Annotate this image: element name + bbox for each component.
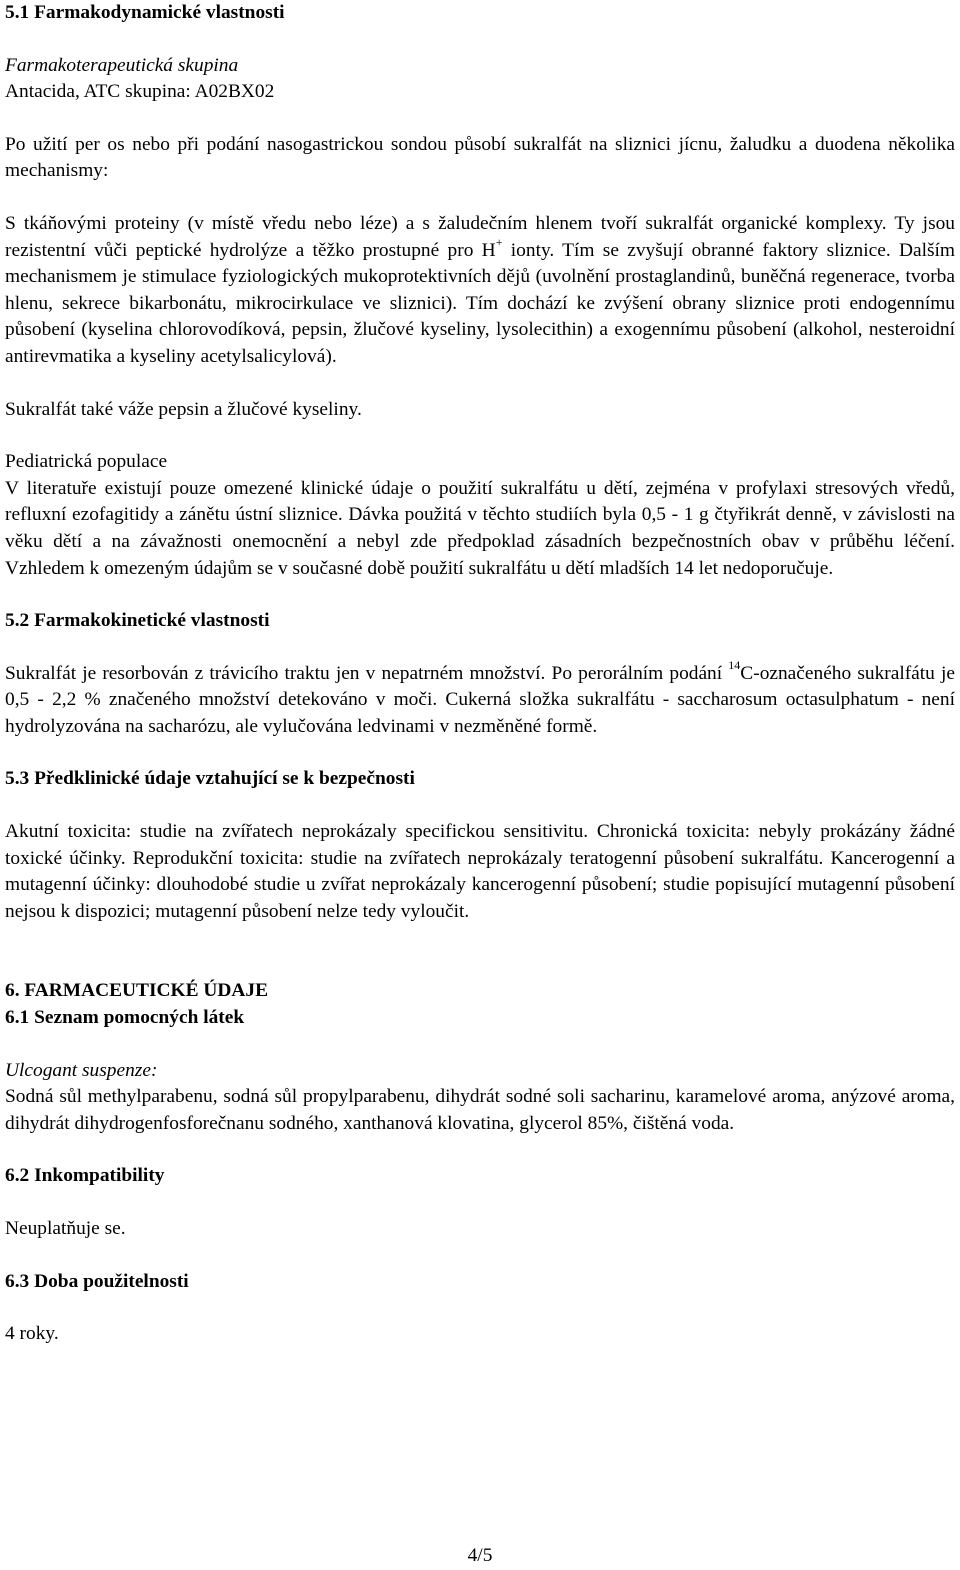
section-6-heading: 6. FARMACEUTICKÉ ÚDAJE bbox=[5, 980, 269, 1002]
section-5-1-heading: 5.1 Farmakodynamické vlastnosti bbox=[5, 2, 285, 23]
pharmacokinetics-text-part-1: Sukralfát je resorbován z trávicího traktu jen v nepatrném množství. Po perorálním podání bbox=[5, 662, 729, 684]
carbon-14-superscript: 14 bbox=[728, 658, 741, 673]
section-6-2-heading: 6.2 Inkompatibility bbox=[5, 1165, 165, 1187]
excipients-list-paragraph: Sodná sůl methylparabenu, sodná sůl propylparabenu, dihydrát sodné soli sacharinu, karamelové aroma, anýzové aroma, dihydrát dihydrogenfosforečnanu sodného, xanthanová klovatina, glycerol 85%, čištěná voda. bbox=[5, 1086, 955, 1134]
excipients-product-label: Ulcogant suspenze: bbox=[5, 1059, 158, 1081]
pepsin-binding-paragraph: Sukralfát také váže pepsin a žlučové kyseliny. bbox=[5, 398, 362, 420]
preclinical-safety-paragraph: Akutní toxicita: studie na zvířatech neprokázaly specifickou sensitivitu. Chronická toxicita: nebyly prokázány žádné toxické účinky. Reprodukční toxicita: studie na zvířatech neprokázaly teratogenní působení sukralfátu. Kancerogenní a mutagenní účinky: dlouhodobé studie u zvířat neprokázaly kancerogenní působení; studie popisující mutagenní působení nejsou k dispozici; mutagenní působení nelze tedy vyloučit. bbox=[5, 821, 955, 922]
mechanism-text-part-1: S tkáňovými proteiny (v místě vředu nebo léze) a s žaludečním hlenem tvoří sukralfát organické komplexy. Ty jsou rezistentní vůči peptické hydrolýze a těžko prostupné pro H bbox=[5, 212, 955, 261]
mechanism-text-part-2: ionty. Tím se zvyšují obranné faktory sliznice. Dalším mechanismem je stimulace fyziologických mukoprotektivních dějů (uvolnění prostaglandinů, buněčná regenerace, tvorba hlenu, sekrece bikarbonátu, mikrocirkulace ve sliznici). Tím dochází ke zvýšení obrany sliznice proti endogennímu působení (kyselina chlorovodíková, pepsin, žlučové kyseliny, lysolecithin) a exogennímu působení (alkohol, nesteroidní antirevmatika a kyseliny acetylsalicylová). bbox=[5, 239, 955, 367]
section-6-3-heading: 6.3 Doba použitelnosti bbox=[5, 1270, 189, 1292]
pharmacotherapeutic-group-label: Farmakoterapeutická skupina bbox=[5, 54, 239, 76]
pharmacokinetics-text-part-2: C-označeného sukralfátu je 0,5 - 2,2 % značeného množství detekováno v moči. Cukerná složka sukralfátu - saccharosum octasulphatum - není hydrolyzována na sacharózu, ale vylučována ledvinami v nezměněné formě. bbox=[5, 662, 956, 737]
incompatibilities-text: Neuplatňuje se. bbox=[5, 1218, 126, 1239]
page-number: 4/5 bbox=[467, 1545, 493, 1566]
section-5-3-heading: 5.3 Předklinické údaje vztahující se k bezpečnosti bbox=[5, 768, 415, 790]
document-page bbox=[5, 0, 955, 1348]
pharmacokinetics-paragraph bbox=[5, 658, 956, 741]
mechanism-detail-paragraph bbox=[5, 211, 955, 371]
pharmacotherapeutic-group-value: Antacida, ATC skupina: A02BX02 bbox=[5, 81, 275, 103]
mechanism-intro-paragraph: Po užití per os nebo při podání nasogastrickou sondou působí sukralfát na sliznici jícnu, žaludku a duodena několika mechanismy: bbox=[5, 133, 955, 182]
hydrogen-ion-superscript: + bbox=[495, 235, 503, 250]
pediatric-population-label: Pediatrická populace bbox=[5, 451, 168, 473]
shelf-life-text: 4 roky. bbox=[5, 1323, 59, 1345]
section-5-2-heading: 5.2 Farmakokinetické vlastnosti bbox=[5, 610, 270, 632]
section-6-1-heading: 6.1 Seznam pomocných látek bbox=[5, 1007, 245, 1029]
pediatric-population-paragraph: V literatuře existují pouze omezené klinické údaje o použití sukralfátu u dětí, zejména v profylaxi stresových vředů, refluxní ezofagitidy a zánětu ústní sliznice. Dávka použitá v těchto studiích byla 0,5 - 1 g čtyřikrát denně, v závislosti na věku dětí a na závažnosti onemocnění a nebyl zde předpoklad zásadních bezpečnostních obav v průběhu léčení. Vzhledem k omezeným údajům se v současné době použití sukralfátu u dětí mladších 14 let nedoporučuje. bbox=[5, 477, 955, 579]
